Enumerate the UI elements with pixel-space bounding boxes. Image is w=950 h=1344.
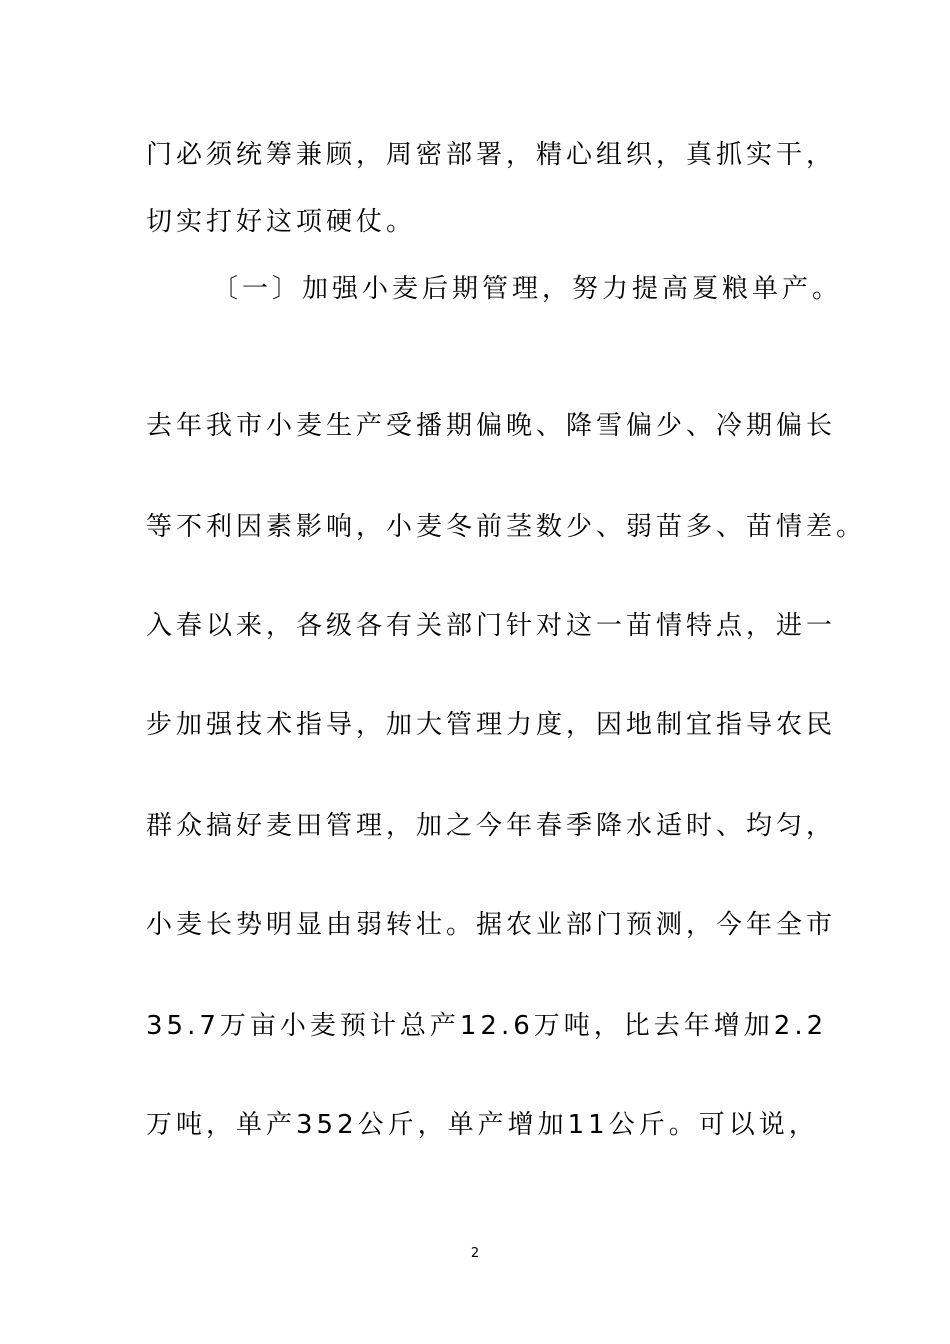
text-line: 步加强技术指导，加大管理力度，因地制宜指导农民 xyxy=(146,710,837,740)
text-line: 门必须统筹兼顾，周密部署，精心组织，真抓实干， xyxy=(146,140,837,170)
page-number: 2 xyxy=(470,1246,480,1261)
text-line: 群众搞好麦田管理，加之今年春季降水适时、均匀， xyxy=(146,811,837,841)
text-line: 切实打好这项硬仗。 xyxy=(146,207,417,237)
text-line: 小麦长势明显由弱转壮。据农业部门预测，今年全市 xyxy=(146,910,837,940)
text-line: 等不利因素影响，小麦冬前茎数少、弱苗多、苗情差。 xyxy=(146,512,867,542)
text-line: 35.7万亩小麦预计总产12.6万吨，比去年增加2.2 xyxy=(146,1011,828,1041)
text-line: 万吨，单产352公斤，单产增加11公斤。可以说， xyxy=(146,1110,819,1140)
text-line: 去年我市小麦生产受播期偏晚、降雪偏少、冷期偏长 xyxy=(146,411,837,441)
section-heading: 〔一〕加强小麦后期管理，努力提高夏粮单产。 xyxy=(212,274,843,304)
text-line: 入春以来，各级各有关部门针对这一苗情特点，进一 xyxy=(146,611,837,641)
